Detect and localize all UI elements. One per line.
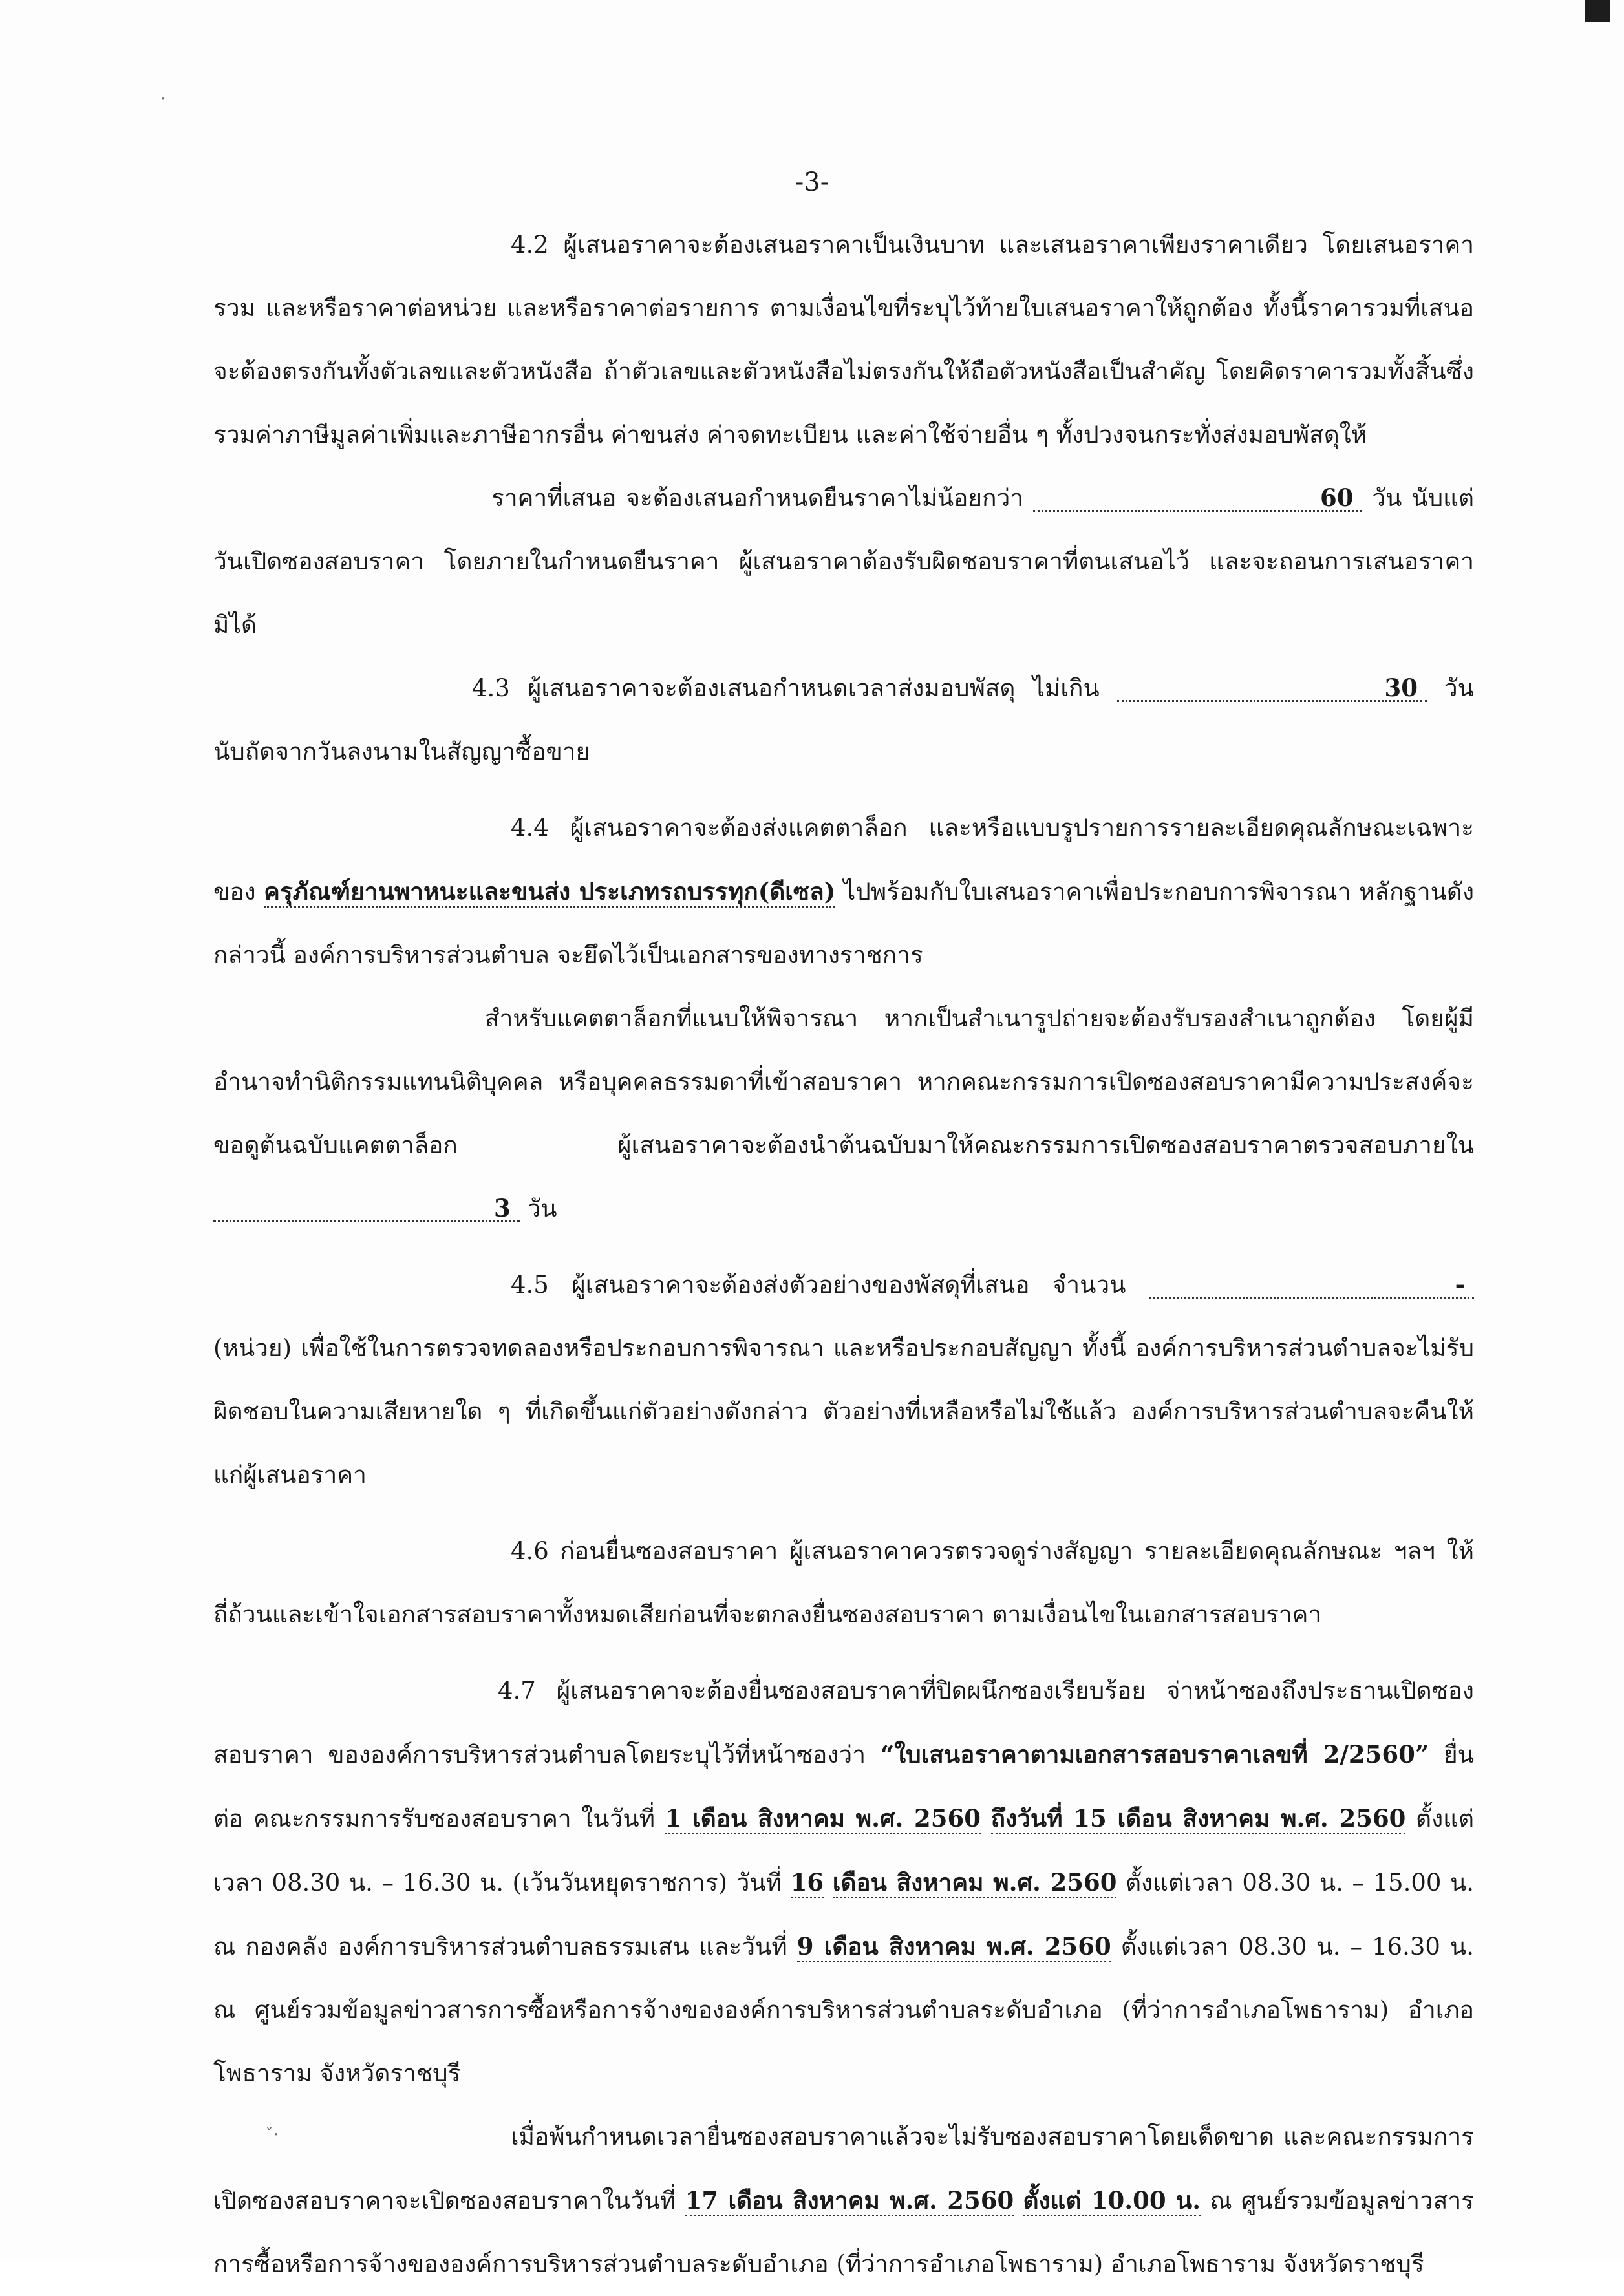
price-validity-text-after: วัน นับแต่วันเปิดซองสอบราคา โดยภายในกำหนดยืนราคา ผู้เสนอราคาต้องรับผิดชอบราคาที่ตนเสนอไว้ และจะถอนการเสนอราคามิได้: [213, 484, 1475, 639]
clause-4-3-text-after: วัน นับถัดจากวันลงนามในสัญญาซื้อขาย: [213, 674, 1474, 765]
day-label: วันที่: [736, 1869, 782, 1897]
clause-4-2-price-validity: [213, 467, 1474, 657]
opening-text: เมื่อพ้นกำหนดเวลายื่นซองสอบราคาแล้วจะไม่รับซองสอบราคาโดยเด็ดขาด และคณะกรรมการเปิดซองสอบราคาจะเปิดซองสอบราคาในวันที่: [213, 2123, 1474, 2215]
submission-time-3: ตั้งแต่เวลา 08.30 น. – 16.30 น. ณ ศูนย์รวมข้อมูลข่าวสารการซื้อหรือการจ้างขององค์การบริหารส่วนตำบลระดับอำเภอ (ที่ว่าการอำเภอโพธาราม) อำเภอ โพธาราม จังหวัดราชบุรี: [213, 1933, 1474, 2087]
submission-end-date: ถึงวันที่ 15 เดือน สิงหาคม พ.ศ. 2560: [991, 1804, 1406, 1834]
clause-4-7: [213, 1659, 1474, 2105]
clause-4-2: [213, 213, 1474, 467]
submission-date-2-day: 16: [791, 1868, 824, 1898]
and-day-label: และวันที่: [698, 1933, 787, 1961]
scan-speck: ˇ·: [265, 2125, 279, 2145]
clause-4-4-text: 4.4 ผู้เสนอราคาจะต้องส่งแคตตาล็อก และหรือแบบรูปรายการรายละเอียดคุณลักษณะเฉพาะของ: [213, 814, 1474, 906]
clause-4-6-text: 4.6 ก่อนยื่นซองสอบราคา ผู้เสนอราคาควรตรวจดูร่างสัญญา รายละเอียดคุณลักษณะ ฯลฯ ให้ถี่ถ้วนและเข้าใจเอกสารสอบราคาทั้งหมดเสียก่อนที่จะตกลงยื่นซองสอบราคา ตามเงื่อนไขในเอกสารสอบราคา: [213, 1537, 1474, 1628]
price-validity-text: ราคาที่เสนอ จะต้องเสนอกำหนดยืนราคาไม่น้อยกว่า: [491, 484, 1024, 512]
sample-quantity: -: [1149, 1273, 1474, 1299]
spec-item-name: ครุภัณฑ์ยานพาหนะและขนส่ง ประเภทรถบรรทุก(ดีเซล): [264, 877, 835, 908]
page-number: -3-: [795, 167, 829, 197]
clause-4-3: [213, 657, 1474, 783]
submit-to-text: ยื่นต่อ คณะกรรมการรับซองสอบราคา ในวันที่: [213, 1741, 1475, 1833]
opening-time: ตั้งแต่ 10.00 น.: [1023, 2186, 1201, 2216]
clause-4-6: [213, 1520, 1474, 1646]
clause-4-4-text-after: ไปพร้อมกับใบเสนอราคาเพื่อประกอบการพิจารณา หลักฐานดังกล่าวนี้ องค์การบริหารส่วนตำบล จะยึดไว้เป็นเอกสารของทางราชการ: [213, 878, 1475, 969]
document-body: [213, 213, 1474, 2296]
submission-date-2: เดือน สิงหาคม พ.ศ. 2560: [833, 1868, 1117, 1898]
catalog-days: 3: [213, 1196, 520, 1222]
submission-start-date: 1 เดือน สิงหาคม พ.ศ. 2560: [665, 1804, 981, 1834]
catalog-text: สำหรับแคตตาล็อกที่แนบให้พิจารณา หากเป็นสำเนารูปถ่ายจะต้องรับรองสำเนาถูกต้อง โดยผู้มีอำนาจทำนิติกรรมแทนนิติบุคคล หรือบุคคลธรรมดาที่เข้าสอบราคา หากคณะกรรมการเปิดซองสอบราคามีความประสงค์จะขอดูต้นฉบับแคตตาล็อก ผู้เสนอราคาจะต้องนำต้นฉบับมาให้คณะกรรมการเปิดซองสอบราคาตรวจสอบภายใน: [213, 1004, 1474, 1159]
clause-4-7-text: 4.7 ผู้เสนอราคาจะต้องยื่นซองสอบราคาที่ปิดผนึกซองเรียบร้อย จ่าหน้าซองถึงประธานเปิดซองสอบราคา ขององค์การบริหารส่วนตำบลโดยระบุไว้ที่หน้าซองว่า: [213, 1677, 1474, 1769]
clause-4-5: [213, 1253, 1474, 1507]
opening-place: ณ ศูนย์รวมข้อมูลข่าวสารการซื้อหรือการจ้างขององค์การบริหารส่วนตำบลระดับอำเภอ (ที่ว่าการอำเภอโพธาราม) อำเภอโพธาราม จังหวัดราชบุรี: [213, 2187, 1475, 2278]
scan-speck: ·: [160, 89, 166, 109]
opening-date: 17 เดือน สิงหาคม พ.ศ. 2560: [685, 2186, 1014, 2216]
submission-date-3: 9 เดือน สิงหาคม พ.ศ. 2560: [797, 1932, 1111, 1962]
clause-4-2-text: 4.2 ผู้เสนอราคาจะต้องเสนอราคาเป็นเงินบาท และเสนอราคาเพียงราคาเดียว โดยเสนอราคารวม และหรือราคาต่อหน่วย และหรือราคาต่อรายการ ตามเงื่อนไขที่ระบุไว้ท้ายใบเสนอราคาให้ถูกต้อง ทั้งนี้ราคารวมที่เสนอจะต้องตรงกันทั้งตัวเลขและตัวหนังสือ ถ้าตัวเลขและตัวหนังสือไม่ตรงกันให้ถือตัวหนังสือเป็นสำคัญ โดยคิดราคารวมทั้งสิ้นซึ่งรวมค่าภาษีมูลค่าเพิ่มและภาษีอากรอื่น ค่าขนส่ง ค่าจดทะเบียน และค่าใช้จ่ายอื่น ๆ ทั้งปวงจนกระทั่งส่งมอบพัสดุให้: [213, 231, 1474, 449]
clause-4-5-text-after: (หน่วย) เพื่อใช้ในการตรวจทดลองหรือประกอบการพิจารณา และหรือประกอบสัญญา ทั้งนี้ องค์การบริหารส่วนตำบลจะไม่รับผิดชอบในความเสียหายใด ๆ ที่เกิดขึ้นแก่ตัวอย่างดังกล่าว ตัวอย่างที่เหลือหรือไม่ใช้แล้ว องค์การบริหารส่วนตำบลจะคืนให้แก่ผู้เสนอราคา: [213, 1334, 1474, 1489]
envelope-label: “ใบเสนอราคาตามเอกสารสอบราคาเลขที่ 2/2560”: [880, 1740, 1429, 1769]
price-validity-days: 60: [1033, 486, 1363, 512]
submission-time-1: ตั้งแต่เวลา 08.30 น. – 16.30 น. (เว้นวันหยุดราชการ): [213, 1805, 1475, 1897]
delivery-days: 30: [1117, 676, 1427, 702]
clause-4-3-text: 4.3 ผู้เสนอราคาจะต้องเสนอกำหนดเวลาส่งมอบพัสดุ ไม่เกิน: [472, 674, 1100, 702]
submission-time-2: ตั้งแต่เวลา 08.30 น. – 15.00 น. ณ กองคลัง องค์การบริหารส่วนตำบลธรรมเสน: [213, 1869, 1475, 1961]
catalog-text-after: วัน: [527, 1195, 557, 1222]
clause-4-5-text: 4.5 ผู้เสนอราคาจะต้องส่งตัวอย่างของพัสดุที่เสนอ จำนวน: [511, 1271, 1126, 1299]
clause-4-4-catalog: [213, 987, 1474, 1240]
clause-4-4: [213, 796, 1474, 987]
scan-corner-mark: [1585, 0, 1610, 22]
clause-4-7-opening: [213, 2105, 1474, 2296]
